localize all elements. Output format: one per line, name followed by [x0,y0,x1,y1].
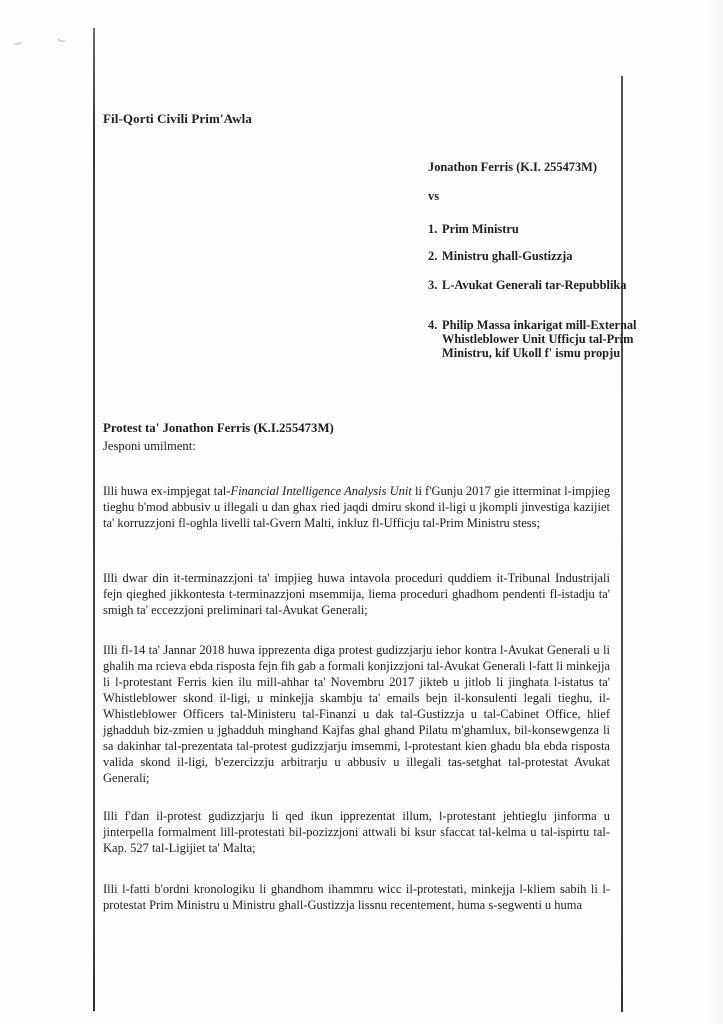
scan-artifact [56,35,66,43]
respondent-number: 2. [428,249,438,263]
respondent-number: 4. [428,318,438,332]
scan-edge-shading [709,0,723,1024]
salutation: Jesponi umilment: [103,439,196,453]
scan-artifact [12,38,22,46]
paragraph-text: Illi dwar din it-terminazzjoni ta' impjieg huwa intavola proceduri quddiem it-Tribunal Industrijali fejn qieghed jikkontesta t-terminazzjoni msemmija, liema proceduri ghadhom pendenti fl-istadju ta' smigh ta' eccezzjoni preliminari tal-Avukat Generali; [103,571,610,617]
respondent-item [428,319,638,361]
respondent-name: L-Avukat Generali tar-Repubblika [442,278,627,292]
paragraph-text: Illi huwa ex-impjegat tal- [103,484,231,498]
plaintiff-name: Jonathon Ferris (K.I. 255473M) [428,160,597,174]
body-paragraph [103,570,610,618]
court-header: Fil-Qorti Civili Prim'Awla [103,111,252,126]
right-margin-rule [621,76,623,1012]
paragraph-text: Illi fl-14 ta' Jannar 2018 huwa ipprezenta diga protest gudizzjarju iehor kontra l-Avukat Generali u li ghalih ma rcieva ebda risposta fejn fih gab a formali konjizzjoni tal-Avukat Generali l-fatt li minkejja li l-protestant Ferris kien ilu mill-ahhar ta' Novembru 2017 jikteb u jitlob li jinghata l-istatus ta' Whistleblower skond il-ligi, u minkejja skambju ta' emails bejn il-konsulenti legali tieghu, il-Whistleblower Officers tal-Ministeru tal-Finanzi u dak tal-Gustizzja u tal-Cabinet Office, hlief jghadduh biz-zmien u jghadduh minghand Kajfas ghal ghand Pilatu m'ghamlux, bil-konsewgenza li sa dakinhar tal-prezentata tal-protest gudizzjarju imsemmi, l-protestant kien ghadu bla ebda risposta valida skond il-ligi, b'ezercizzju arbitrarju u abbusiv u illegali tas-setghat tal-protestat Avukat Generali; [103,643,610,785]
respondent-name: Prim Ministru [442,222,519,236]
protest-title: Protest ta' Jonathon Ferris (K.I.255473M) [103,421,334,435]
body-paragraph [103,881,610,913]
paragraph-text: Illi l-fatti b'ordni kronologiku li ghandhom ihammru wicc il-protestati, minkejja l-kliem sabih li l-protestat Prim Ministru u Ministru ghall-Gustizzja lissnu recentement, huma s-segwenti u huma [103,882,610,912]
respondent-number: 1. [428,222,438,236]
body-paragraph [103,808,610,856]
respondent-name: Ministru ghall-Gustizzja [442,249,573,263]
respondent-number: 3. [428,278,438,292]
paragraph-text: li f'Gunju 2017 gie itterminat l-impjieg tieghu b'mod abbusiv u illegali u dan ghax ried jaqdi dmiru skond il-ligi u jkompli jinvestiga kazijiet ta' korruzzjoni fl-oghla livelli tal-Gvern Malti, inkluz fl-Ufficju tal-Prim Ministru stess; [103,484,610,530]
body-paragraph [103,642,610,786]
respondent-item [428,279,638,293]
respondent-item [428,223,638,237]
versus-label: vs [428,189,440,203]
body-paragraph [103,483,610,531]
paragraph-italic-text: Financial Intelligence Analysis Unit [230,484,412,498]
respondent-name: Philip Massa inkarigat mill-External Whistleblower Unit Ufficju tal-Prim Ministru, kif Ukoll f' ismu propju [442,318,637,360]
paragraph-text: Illi f'dan il-protest gudizzjarju li qed ikun ipprezentat illum, l-protestant jehtieglu jinforma u jinterpella formalment lill-protestati bil-pozizzjoni attwali bi ksur sfaccat tal-kelma u tal-ispirtu tal-Kap. 527 tal-Ligijiet ta' Malta; [103,809,610,855]
respondent-item [428,250,638,264]
left-margin-rule [93,28,95,1011]
